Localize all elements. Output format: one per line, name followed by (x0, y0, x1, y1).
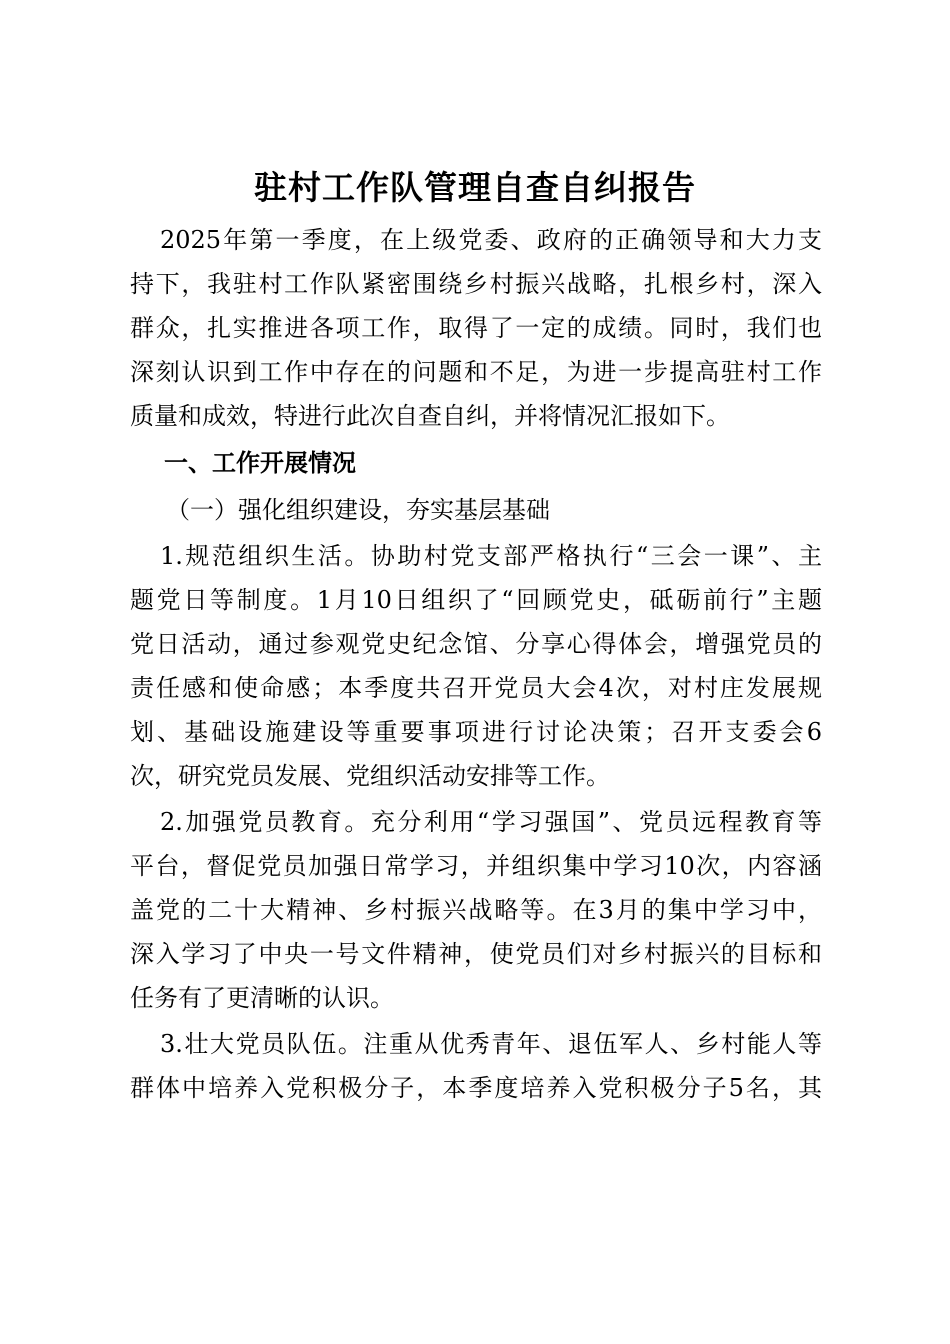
intro-paragraph (130, 218, 822, 438)
text-line: 平台，督促党员加强日常学习，并组织集中学习10次，内容涵 (130, 852, 822, 880)
text-line: 2025年第一季度，在上级党委、政府的正确领导和大力支 (160, 226, 822, 254)
text-line: 题党日等制度。1月10日组织了“回顾党史，砥砺前行”主题 (130, 586, 822, 614)
text-line: 深入学习了中央一号文件精神，使党员们对乡村振兴的目标和 (130, 940, 822, 968)
text-line: 质量和成效，特进行此次自查自纠，并将情况汇报如下。 (130, 402, 730, 430)
text-line: 2.加强党员教育。充分利用“学习强国”、党员远程教育等 (160, 808, 822, 836)
item-1-paragraph (130, 534, 822, 798)
item-2-paragraph (130, 800, 822, 1020)
document-body (130, 218, 822, 1112)
text-line: 1.规范组织生活。协助村党支部严格执行“三会一课”、主 (160, 542, 822, 570)
text-line: 任务有了更清晰的认识。 (130, 984, 394, 1012)
text-line: 划、基础设施建设等重要事项进行讨论决策；召开支委会6 (130, 718, 822, 746)
document-title: 驻村工作队管理自查自纠报告 (254, 168, 696, 207)
section-heading: 一、工作开展情况 (164, 448, 356, 477)
subsection-heading: （一）强化组织建设，夯实基层基础 (166, 496, 550, 524)
text-line: 持下，我驻村工作队紧密围绕乡村振兴战略，扎根乡村，深入 (130, 270, 822, 298)
text-line: 深刻认识到工作中存在的问题和不足，为进一步提高驻村工作 (130, 358, 822, 386)
item-3-paragraph (130, 1022, 822, 1110)
text-line: 盖党的二十大精神、乡村振兴战略等。在3月的集中学习中， (130, 896, 822, 924)
text-line: 次，研究党员发展、党组织活动安排等工作。 (130, 762, 610, 790)
text-line: 责任感和使命感；本季度共召开党员大会4次，对村庄发展规 (130, 674, 822, 702)
text-line: 3.壮大党员队伍。注重从优秀青年、退伍军人、乡村能人等 (160, 1030, 822, 1058)
text-line: 群体中培养入党积极分子，本季度培养入党积极分子5名，其 (130, 1074, 822, 1102)
text-line: 群众，扎实推进各项工作，取得了一定的成绩。同时，我们也 (130, 314, 822, 342)
text-line: 党日活动，通过参观党史纪念馆、分享心得体会，增强党员的 (130, 630, 822, 658)
